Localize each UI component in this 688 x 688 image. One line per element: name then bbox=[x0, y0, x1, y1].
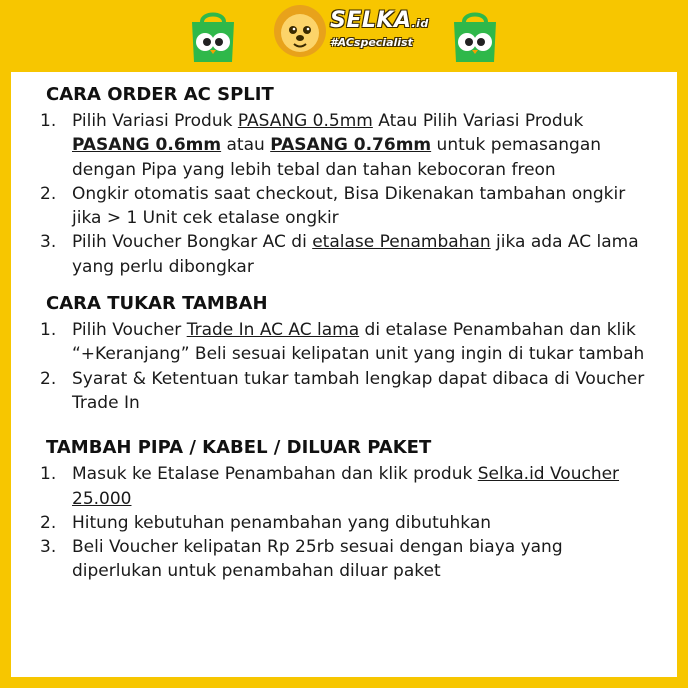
section-title-tukar-tambah: CARA TUKAR TAMBAH bbox=[46, 293, 268, 315]
brand-tagline: #ACspecialist bbox=[330, 36, 413, 49]
list-item: 2. Syarat & Ketentuan tukar tambah lengkap dapat dibaca di Voucher Trade In bbox=[40, 368, 645, 413]
list-item: 2. Hitung kebutuhan penambahan yang dibutuhkan bbox=[40, 512, 492, 533]
variant-link-0-6mm[interactable]: PASANG 0.6mm bbox=[72, 135, 222, 156]
variant-link-0-5mm[interactable]: PASANG 0.5mm bbox=[237, 111, 373, 131]
list-item: 1. Pilih Voucher Trade In AC AC lama di etalase Penambahan dan klik “+Keranjang” Beli sesuai kelipatan unit yang ingin di tukar tambah bbox=[40, 320, 645, 365]
section-title-tambah-pipa: TAMBAH PIPA / KABEL / DILUAR PAKET bbox=[46, 437, 432, 459]
trade-in-voucher-link[interactable]: Trade In AC AC lama bbox=[186, 320, 360, 341]
extra-steps-list bbox=[40, 462, 650, 583]
selka-voucher-link[interactable]: Selka.id Voucher 25.000 bbox=[72, 464, 620, 509]
list-item: 3. Beli Voucher kelipatan Rp 25rb sesuai dengan biaya yang diperlukan untuk penambahan diluar paket bbox=[40, 537, 563, 582]
lion-mascot-icon bbox=[270, 3, 330, 59]
list-item: 2. Ongkir otomatis saat checkout, Bisa Dikenakan tambahan ongkir jika > 1 Unit cek etalase ongkir bbox=[40, 183, 626, 229]
section-title-order: CARA ORDER AC SPLIT bbox=[46, 84, 274, 105]
brand-name: SELKA.id bbox=[330, 8, 429, 33]
list-item: 1. Pilih Variasi Produk PASANG 0.5mm Atau Pilih Variasi Produk PASANG 0.6mm atau PASANG 0.76mm untuk pemasangan dengan Pipa yang lebih tebal dan tahan kebocoran freon bbox=[40, 111, 602, 180]
shopping-bag-owl-icon bbox=[450, 8, 500, 64]
list-item: 1. Masuk ke Etalase Penambahan dan klik produk Selka.id Voucher 25.000 bbox=[40, 464, 620, 509]
variant-link-0-76mm[interactable]: PASANG 0.76mm bbox=[270, 135, 432, 156]
trade-in-steps-list bbox=[40, 318, 650, 415]
instructions-content bbox=[40, 84, 650, 584]
order-steps-list bbox=[40, 109, 650, 279]
shopping-bag-owl-icon bbox=[188, 8, 238, 64]
list-item: 3. Pilih Voucher Bongkar AC di etalase Penambahan jika ada AC lama yang perlu dibongkar bbox=[40, 232, 639, 277]
etalase-penambahan-link[interactable]: etalase Penambahan bbox=[312, 232, 491, 253]
